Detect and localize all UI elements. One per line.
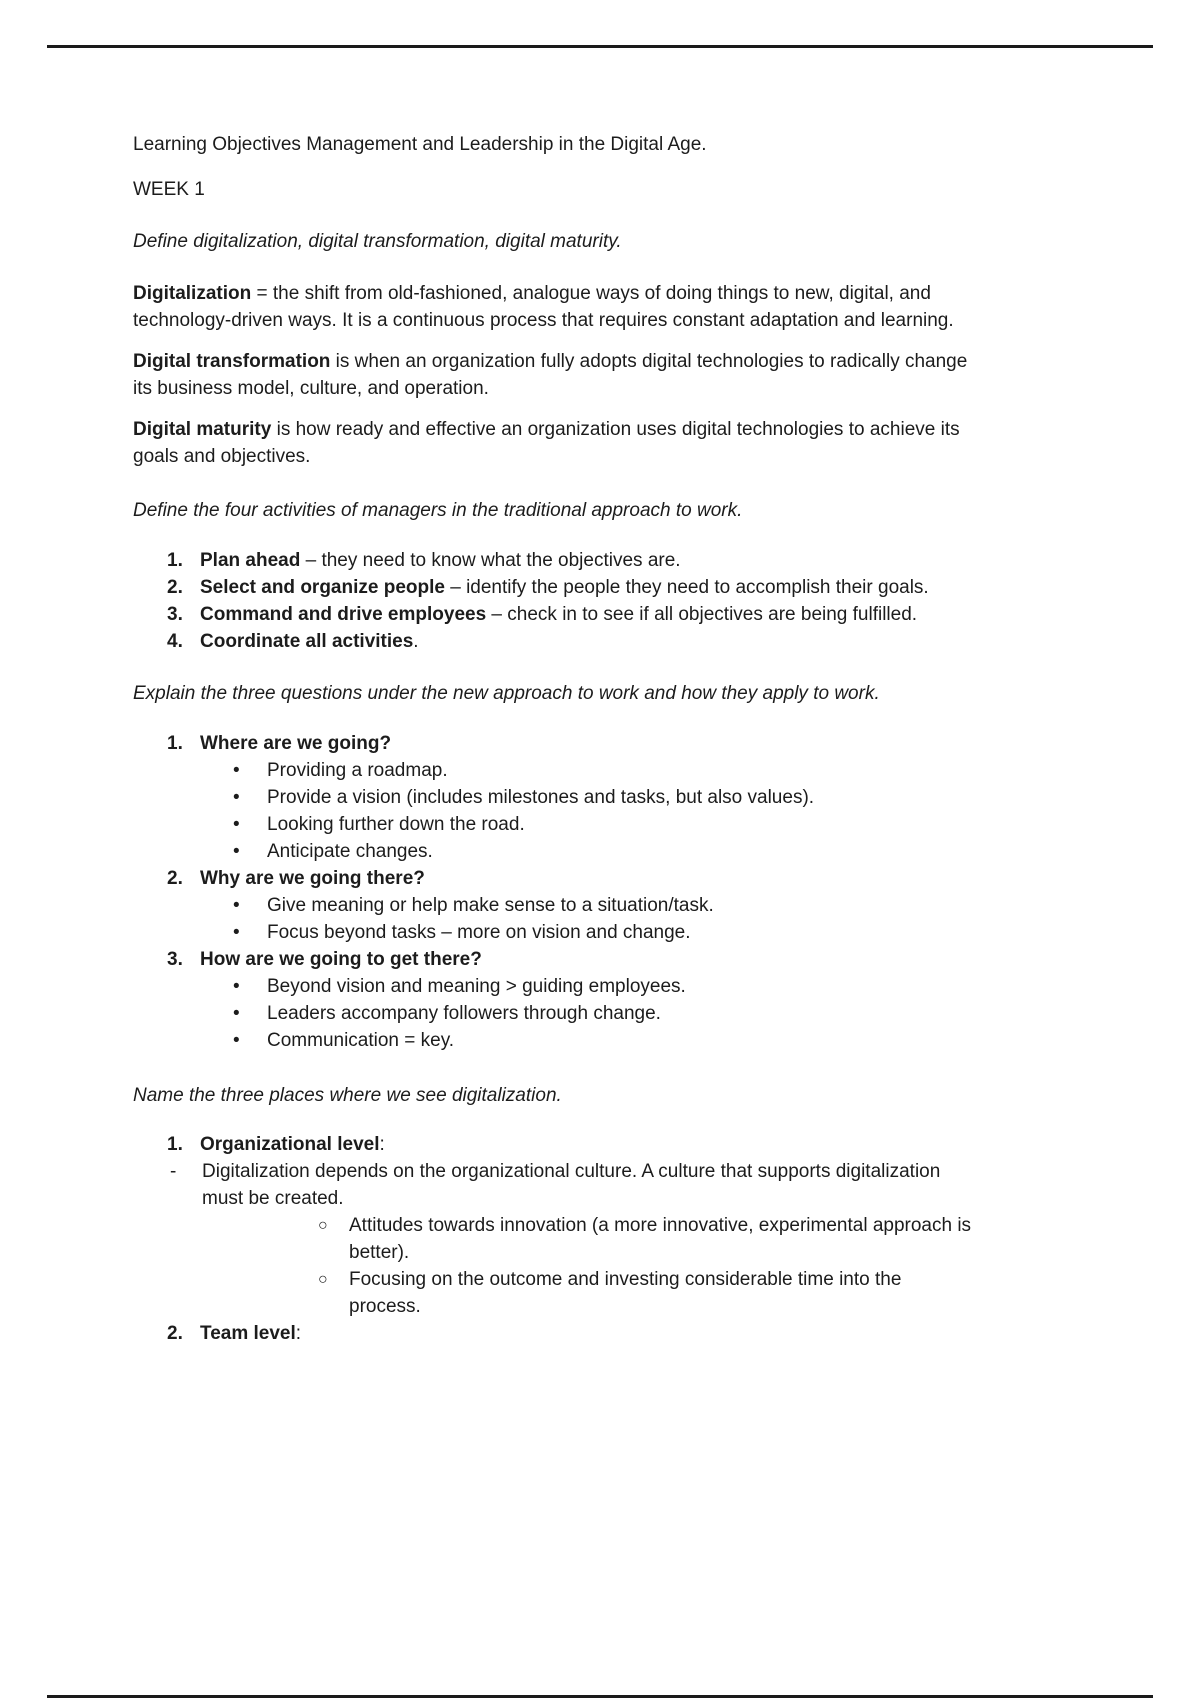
- list-item-text: [200, 547, 978, 574]
- bullet-item: [133, 757, 978, 784]
- bullet-text: Focus beyond tasks – more on vision and change.: [267, 922, 691, 943]
- prompt-three-questions: Explain the three questions under the new approach to work and how they apply to work.: [133, 683, 880, 704]
- list-item-term: Organizational level: [200, 1134, 380, 1155]
- bullet-text: Looking further down the road.: [267, 814, 525, 835]
- bullet-item: [133, 1000, 978, 1027]
- circle-bullet-icon: ○: [318, 1271, 328, 1288]
- definition-text: is how ready and effective an organization uses digital technologies to achieve its goals and objectives.: [133, 419, 960, 467]
- list-item: [133, 865, 978, 892]
- list-number: 3.: [167, 949, 183, 970]
- prompt-define-terms: Define digitalization, digital transformation, digital maturity.: [133, 231, 622, 252]
- list-item: [133, 601, 978, 628]
- list-item-text: [200, 601, 978, 628]
- prompt-three-places: Name the three places where we see digitalization.: [133, 1085, 562, 1106]
- list-item: [133, 946, 978, 973]
- question-heading: How are we going to get there?: [200, 949, 482, 970]
- list-item-term: Select and organize people: [200, 577, 445, 598]
- list-number: 4.: [167, 631, 183, 652]
- definition-text: = the shift from old-fashioned, analogue ways of doing things to new, digital, and technology-driven ways. It is a continuous process that requires constant adaptation and learning.: [133, 283, 954, 331]
- list-number: 3.: [167, 604, 183, 625]
- list-item-rest: – check in to see if all objectives are being fulfilled.: [486, 604, 918, 625]
- bullet-text: Communication = key.: [267, 1030, 455, 1051]
- definition-term: Digital maturity: [133, 419, 272, 440]
- bullet-text: Providing a roadmap.: [267, 760, 448, 781]
- definition-digital-maturity: [133, 416, 978, 470]
- circle-bullet-item: [133, 1266, 978, 1320]
- bullet-item: [133, 811, 978, 838]
- list-item: [133, 547, 978, 574]
- definition-digital-transformation: [133, 348, 978, 402]
- list-number: 2.: [167, 1323, 183, 1344]
- list-item-text: [200, 574, 978, 601]
- list-item-rest: – they need to know what the objectives are.: [300, 550, 681, 571]
- bullet-text: Anticipate changes.: [267, 841, 433, 862]
- dash-icon: -: [170, 1161, 177, 1182]
- definition-term: Digital transformation: [133, 351, 331, 372]
- bullet-icon: •: [233, 787, 240, 808]
- list-item: [133, 628, 978, 655]
- list-item: [133, 1131, 978, 1158]
- question-heading: Why are we going there?: [200, 868, 425, 889]
- activities-list: [133, 547, 978, 655]
- question-heading: Where are we going?: [200, 733, 392, 754]
- bullet-icon: •: [233, 841, 240, 862]
- list-item-rest: :: [295, 1323, 302, 1344]
- bullet-item: [133, 919, 978, 946]
- dash-item-text: Digitalization depends on the organizational culture. A culture that supports digitalization must be created.: [202, 1161, 941, 1209]
- circle-bullet-item: [133, 1212, 978, 1266]
- bullet-text: Provide a vision (includes milestones and tasks, but also values).: [267, 787, 815, 808]
- list-item-rest: :: [379, 1134, 385, 1155]
- bullet-text: Beyond vision and meaning > guiding employees.: [267, 976, 686, 997]
- bullet-icon: •: [233, 1030, 240, 1051]
- bullet-icon: •: [233, 922, 240, 943]
- list-item: [133, 730, 978, 757]
- questions-list: [133, 730, 978, 1054]
- list-number: 1.: [167, 1134, 183, 1155]
- list-number: 1.: [167, 733, 183, 754]
- list-number: 1.: [167, 550, 183, 571]
- bullet-icon: •: [233, 814, 240, 835]
- places-list: [133, 1131, 978, 1347]
- list-item-rest: – identify the people they need to accomplish their goals.: [444, 577, 929, 598]
- list-item: [133, 1320, 978, 1347]
- list-item: [133, 574, 978, 601]
- bullet-item: [133, 892, 978, 919]
- week-heading: WEEK 1: [133, 179, 205, 200]
- list-item-term: Command and drive employees: [200, 604, 487, 625]
- definition-text: is when an organization fully adopts digital technologies to radically change its business model, culture, and operation.: [133, 351, 968, 399]
- list-item-text: [200, 1320, 978, 1347]
- doc-title: Learning Objectives Management and Leadership in the Digital Age.: [133, 134, 707, 155]
- list-number: 2.: [167, 868, 183, 889]
- definition-digitalization: [133, 280, 978, 334]
- bullet-item: [133, 784, 978, 811]
- bullet-icon: •: [233, 976, 240, 997]
- bullet-icon: •: [233, 895, 240, 916]
- bullet-item: [133, 838, 978, 865]
- list-item-term: Coordinate all activities: [200, 631, 414, 652]
- prompt-four-activities: Define the four activities of managers in the traditional approach to work.: [133, 500, 743, 521]
- document-content: [133, 131, 978, 1347]
- bottom-divider: [47, 1695, 1153, 1698]
- bullet-icon: •: [233, 1003, 240, 1024]
- list-item-text: [200, 628, 978, 655]
- circle-bullet-text: Attitudes towards innovation (a more innovative, experimental approach is better).: [349, 1215, 972, 1263]
- list-number: 2.: [167, 577, 183, 598]
- list-item-term: Team level: [200, 1323, 296, 1344]
- bullet-text: Leaders accompany followers through change.: [267, 1003, 661, 1024]
- circle-bullet-icon: ○: [318, 1217, 328, 1234]
- circle-bullet-text: Focusing on the outcome and investing considerable time into the process.: [349, 1269, 902, 1317]
- list-item-rest: .: [413, 631, 419, 652]
- bullet-item: [133, 1027, 978, 1054]
- bullet-icon: •: [233, 760, 240, 781]
- list-item-text: [200, 1131, 978, 1158]
- bullet-item: [133, 973, 978, 1000]
- top-divider: [47, 45, 1153, 48]
- definition-term: Digitalization: [133, 283, 252, 304]
- bullet-text: Give meaning or help make sense to a situation/task.: [267, 895, 714, 916]
- dash-item: [133, 1158, 978, 1212]
- list-item-term: Plan ahead: [200, 550, 301, 571]
